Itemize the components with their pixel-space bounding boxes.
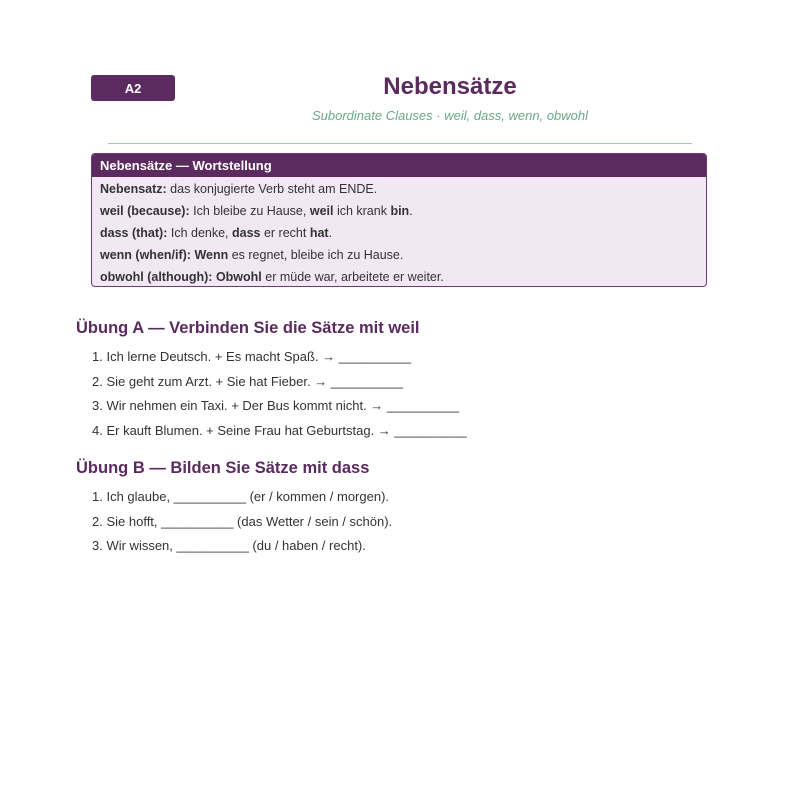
rule-keyword: weil — [309, 204, 334, 218]
exercise-b-title: Übung B — Bilden Sie Sätze mit dass — [76, 459, 370, 477]
rule-keyword: dass — [232, 226, 261, 240]
page-title: Nebensätze — [383, 73, 517, 100]
exercise-a-list — [92, 347, 467, 445]
exercise-item: 2. Sie hofft, __________ (das Wetter / sein / schön). — [92, 513, 393, 529]
exercise-item: 4. Er kauft Blumen. + Seine Frau hat Geburtstag. → __________ — [92, 422, 467, 438]
page-subtitle: Subordinate Clauses · weil, dass, wenn, obwohl — [311, 108, 589, 123]
rule-keyword: Wenn — [194, 248, 229, 262]
exercise-item: 3. Wir wissen, __________ (du / haben / recht). — [92, 538, 366, 553]
rule-text: ich krank — [333, 204, 391, 218]
exercise-item: 1. Ich glaube, __________ (er / kommen / morgen). — [92, 489, 390, 504]
rule-text: Ich denke, — [167, 226, 232, 240]
rule-line — [92, 178, 706, 200]
grammar-rule-box — [91, 153, 707, 287]
rule-text: das konjugierte Verb steht am ENDE. — [166, 182, 378, 196]
rule-text: Ich bleibe zu Hause, — [189, 204, 310, 218]
rule-keyword: Obwohl — [215, 270, 262, 284]
exercise-item: 3. Wir nehmen ein Taxi. + Der Bus kommt nicht. → __________ — [92, 398, 460, 413]
exercise-b-list — [92, 487, 392, 561]
rule-text: es regnet, bleibe ich zu Hause. — [228, 248, 404, 262]
rule-line — [92, 222, 706, 244]
exercise-item: 2. Sie geht zum Arzt. + Sie hat Fieber. → __________ — [92, 373, 404, 389]
rule-label: dass (that): — [100, 226, 168, 240]
rule-text: . — [409, 204, 413, 218]
rule-lines — [92, 177, 706, 287]
level-badge: A2 — [91, 75, 175, 101]
rule-keyword: hat — [309, 226, 329, 240]
rule-keyword: bin — [390, 204, 410, 218]
rule-line — [92, 266, 706, 287]
rule-text: er recht — [260, 226, 310, 240]
rule-label: wenn (when/if): — [100, 248, 191, 262]
rule-text: . — [328, 226, 333, 240]
rule-label: weil (because): — [100, 204, 190, 218]
rule-line — [92, 244, 706, 266]
header-divider — [108, 143, 692, 144]
rule-text: er müde war, arbeitete er weiter. — [261, 270, 444, 284]
rule-label: obwohl (although): — [100, 270, 213, 284]
exercise-item: 1. Ich lerne Deutsch. + Es macht Spaß. → __________ — [92, 349, 412, 364]
rule-line — [92, 200, 706, 222]
rule-label: Nebensatz: — [100, 182, 167, 196]
exercise-a-title: Übung A — Verbinden Sie die Sätze mit weil — [76, 319, 420, 337]
rule-box-title: Nebensätze — Wortstellung — [92, 154, 706, 177]
